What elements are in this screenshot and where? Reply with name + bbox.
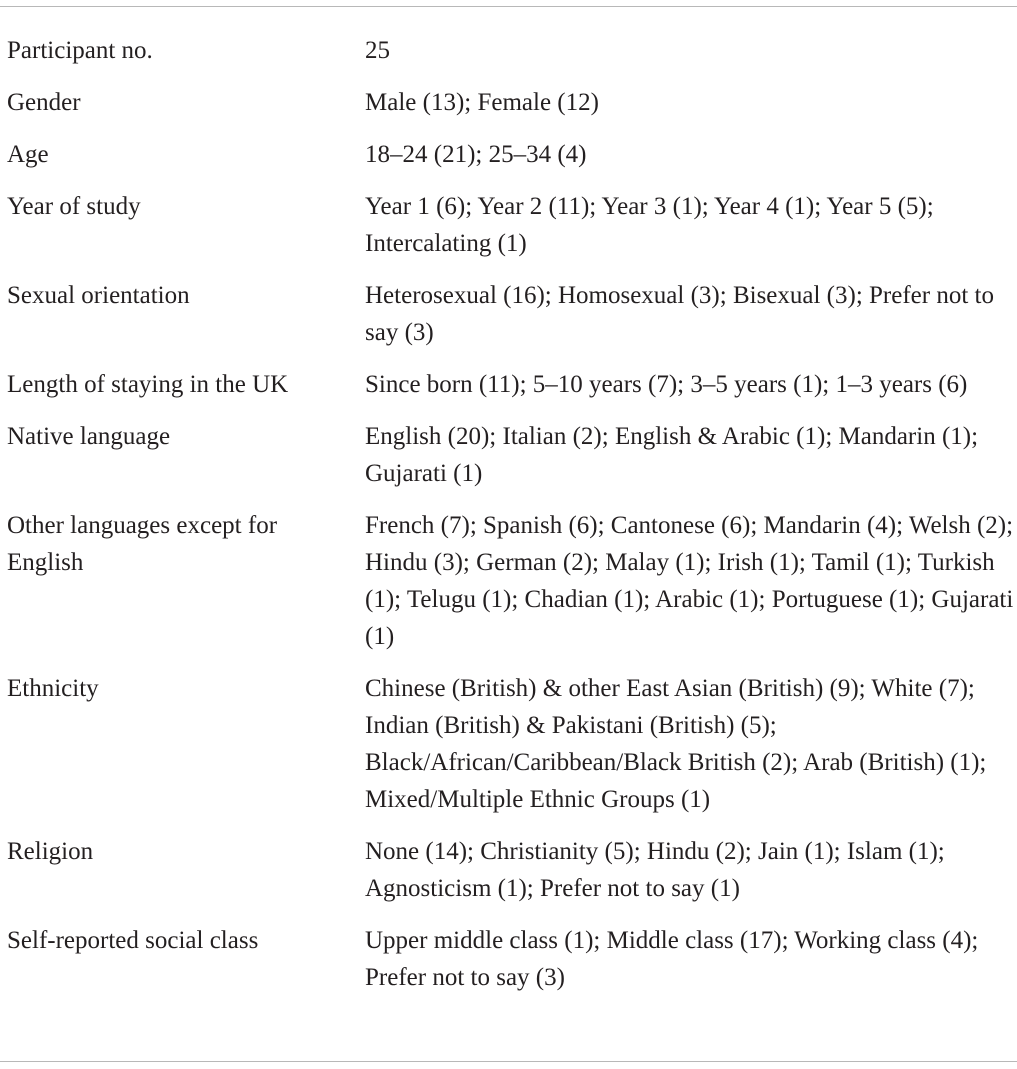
row-value: 18–24 (21); 25–34 (4) — [365, 141, 587, 168]
demographics-table — [0, 32, 1017, 996]
row-label: Other languages except for English — [7, 512, 278, 576]
row-value: Since born (11); 5–10 years (7); 3–5 years (1); 1–3 years (6) — [365, 371, 968, 398]
row-value: Heterosexual (16); Homosexual (3); Bisexual (3); Prefer not to say (3) — [365, 282, 994, 346]
table-row — [0, 833, 1017, 922]
table-row — [0, 670, 1017, 833]
table-bottom-rule — [0, 1061, 1017, 1062]
table-row — [0, 84, 1017, 136]
table-row — [0, 188, 1017, 277]
row-label: Religion — [7, 838, 94, 865]
row-value: French (7); Spanish (6); Cantonese (6); Mandarin (4); Welsh (2); Hindu (3); German (2); Malay (1); Irish (1); Tamil (1); Turkish (1); Telugu (1); Chadian (1); Arabic (1); Portuguese (1); Gujarati (1) — [365, 512, 1014, 650]
table-row — [0, 507, 1017, 670]
table-row — [0, 32, 1017, 84]
row-label: Length of staying in the UK — [7, 371, 289, 398]
row-value: 25 — [365, 37, 390, 64]
table-row — [0, 277, 1017, 366]
row-value: English (20); Italian (2); English & Arabic (1); Mandarin (1); Gujarati (1) — [365, 423, 979, 487]
row-value: Chinese (British) & other East Asian (British) (9); White (7); Indian (British) & Pakistani (British) (5); Black/African/Caribbean/Black British (2); Arab (British) (1); Mixed/Multiple Ethnic Groups (1) — [365, 675, 987, 813]
table-row — [0, 922, 1017, 996]
row-label: Self-reported social class — [7, 927, 259, 954]
row-label: Participant no. — [7, 37, 153, 64]
table-top-rule — [0, 6, 1017, 7]
table-row — [0, 418, 1017, 507]
row-label: Ethnicity — [7, 675, 99, 702]
row-label: Age — [7, 141, 49, 168]
row-value: Male (13); Female (12) — [365, 89, 599, 116]
row-label: Gender — [7, 89, 81, 116]
table-row — [0, 136, 1017, 188]
row-value: None (14); Christianity (5); Hindu (2); Jain (1); Islam (1); Agnosticism (1); Prefer not to say (1) — [365, 838, 945, 902]
row-value: Upper middle class (1); Middle class (17); Working class (4); Prefer not to say (3) — [365, 927, 979, 991]
row-label: Native language — [7, 423, 171, 450]
table-row — [0, 366, 1017, 418]
row-label: Sexual orientation — [7, 282, 190, 309]
row-label: Year of study — [7, 193, 141, 220]
row-value: Year 1 (6); Year 2 (11); Year 3 (1); Year 4 (1); Year 5 (5); Intercalating (1) — [365, 193, 934, 257]
